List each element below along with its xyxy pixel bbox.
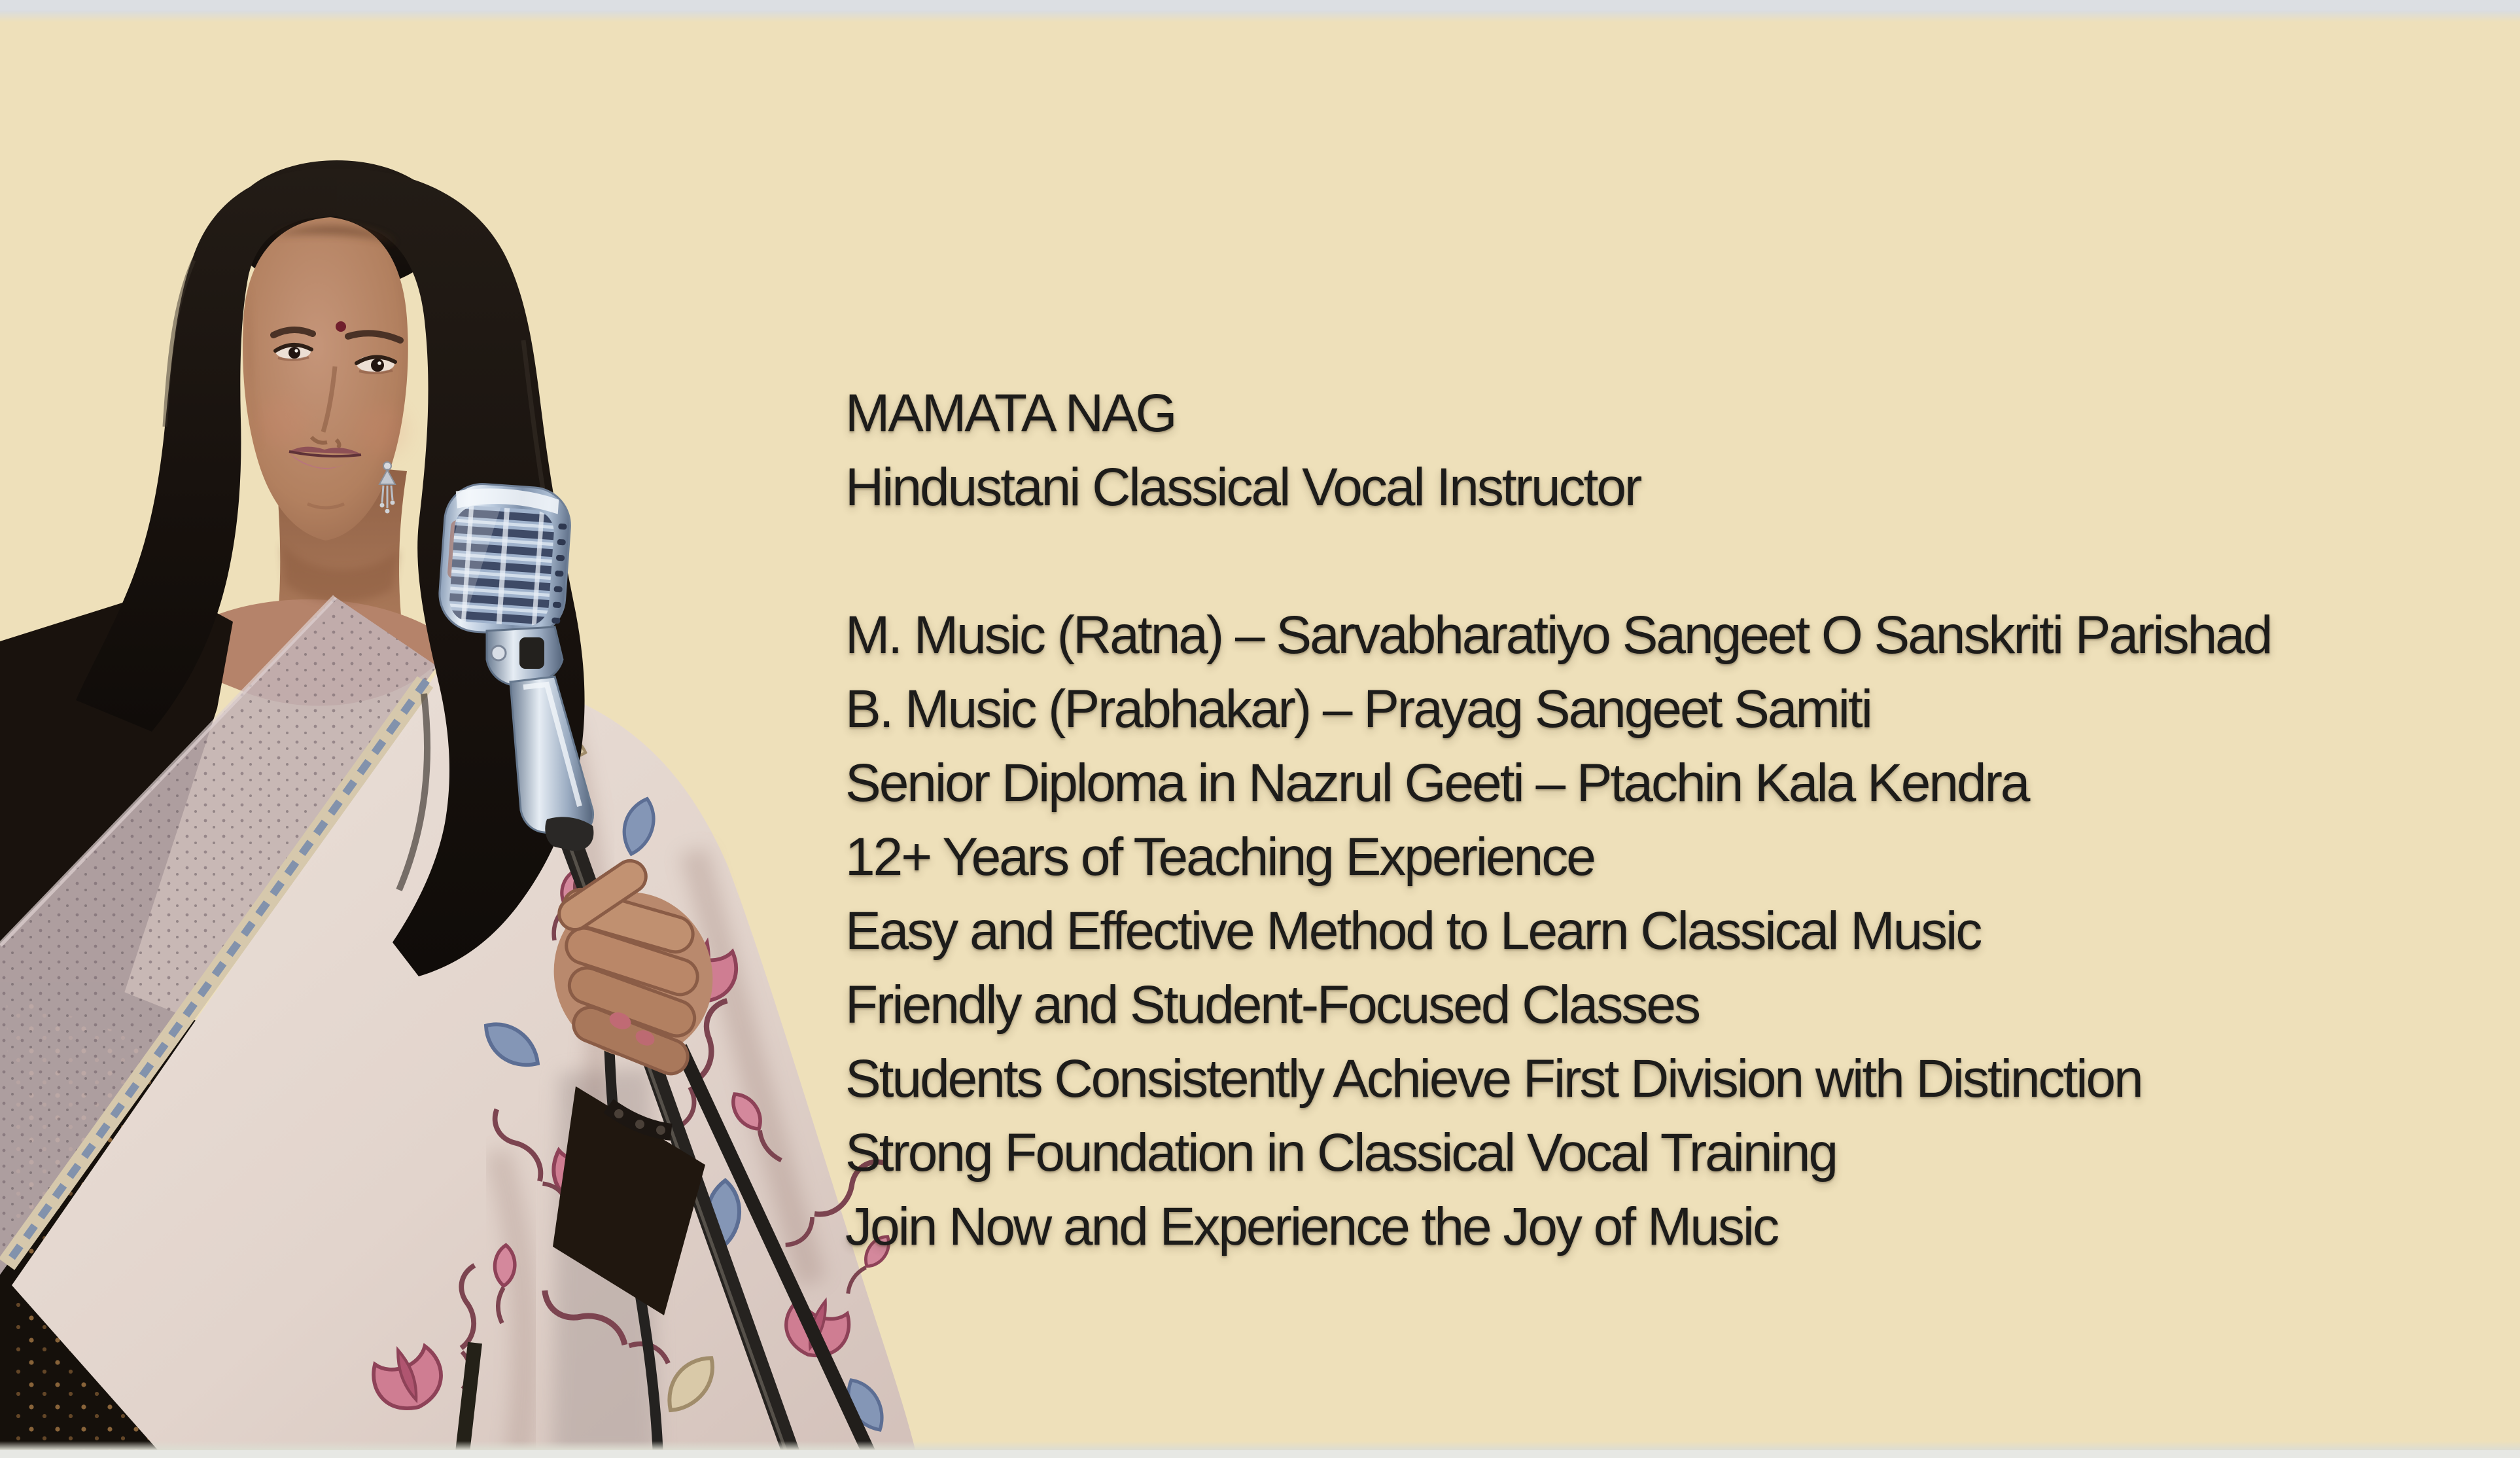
bottom-strip xyxy=(0,1450,2520,1458)
credential-line: Friendly and Student-Focused Classes xyxy=(845,975,1699,1035)
credential-line: Strong Foundation in Classical Vocal Training xyxy=(845,1123,1837,1182)
bottom-strip-fade xyxy=(0,1441,2520,1450)
info-panel xyxy=(845,376,2494,1264)
credential-line: Students Consistently Achieve First Division with Distinction xyxy=(845,1049,2142,1109)
instructor-role: Hindustani Classical Vocal Instructor xyxy=(845,457,1641,517)
credential-line: M. Music (Ratna) – Sarvabharatiyo Sangeet O Sanskriti Parishad xyxy=(845,605,2271,665)
credential-line: Senior Diploma in Nazrul Geeti – Ptachin Kala Kendra xyxy=(845,753,2029,813)
credential-line: 12+ Years of Teaching Experience xyxy=(845,827,1594,887)
instructor-name: MAMATA NAG xyxy=(845,383,1176,443)
spacer xyxy=(845,524,2494,598)
left-eye xyxy=(275,344,311,360)
credential-line: Easy and Effective Method to Learn Classical Music xyxy=(845,901,1981,961)
credential-line: Join Now and Experience the Joy of Music xyxy=(845,1197,1778,1256)
bindi-dot xyxy=(336,321,346,332)
instructor-photo xyxy=(0,0,949,1458)
credential-line: B. Music (Prabhakar) – Prayag Sangeet Samiti xyxy=(845,679,1871,739)
